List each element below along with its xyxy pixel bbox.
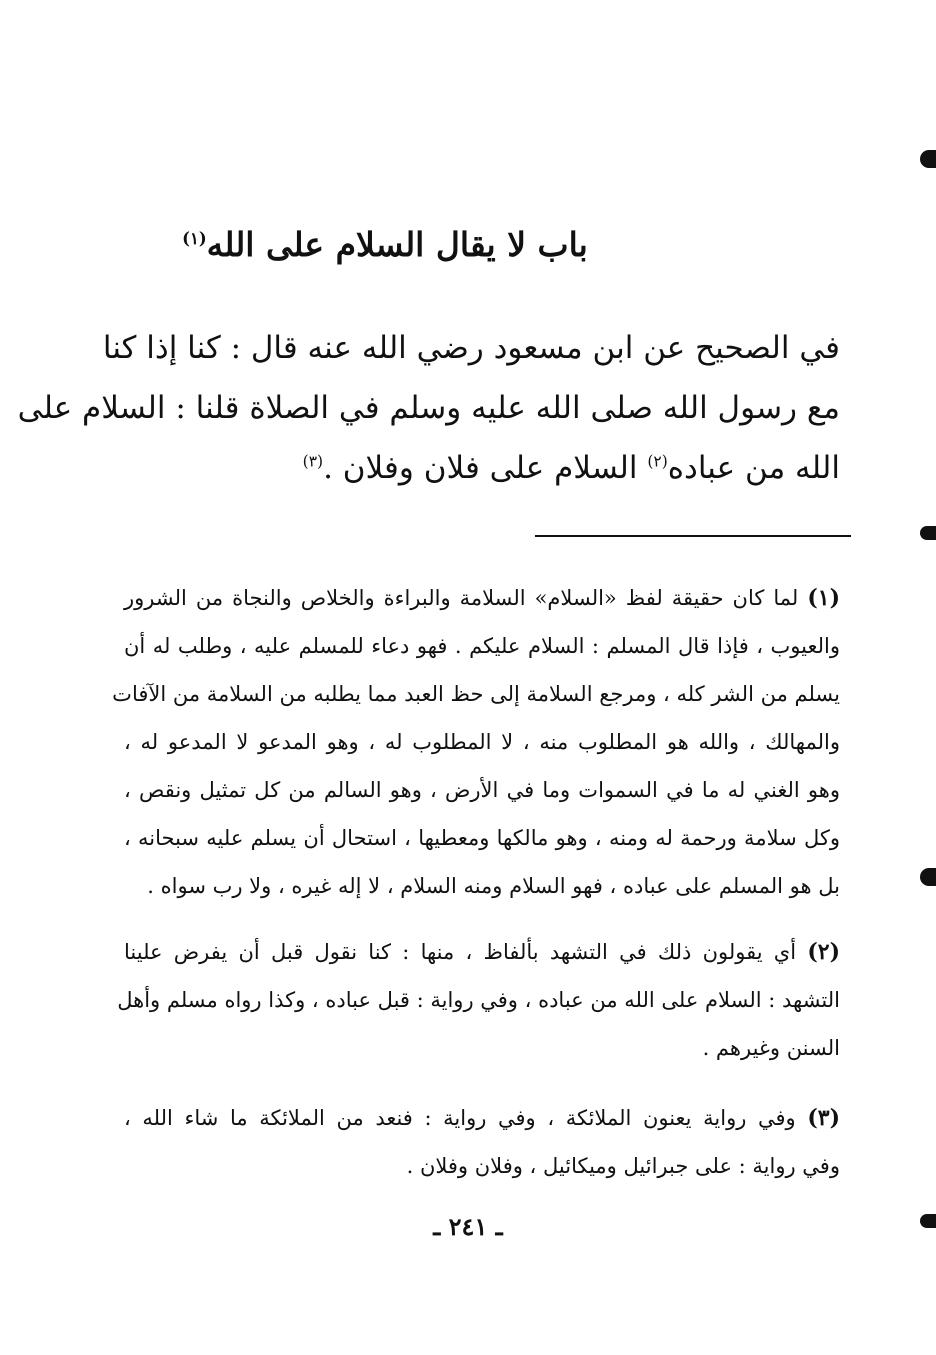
footnote-3-line-1-text: وفي رواية يعنون الملائكة ، وفي رواية : فنعد من الملائكة ما شاء الله ، bbox=[124, 1106, 796, 1130]
footnote-1-number: (١) bbox=[807, 585, 840, 611]
page-number: ـ ٢٤١ ـ bbox=[433, 1212, 503, 1241]
footnote-1-line-4: والمهالك ، والله هو المطلوب منه ، لا المطلوب له ، وهو المدعو لا المدعو له ، bbox=[124, 730, 840, 754]
scan-edge-mark bbox=[920, 868, 936, 886]
chapter-title-text: باب لا يقال السلام على الله bbox=[206, 225, 588, 264]
footnote-1-line-3: يسلم من الشر كله ، ومرجع السلامة إلى حظ العبد مما يطلبه من السلامة من الآفات bbox=[112, 682, 840, 706]
hadith-line-3-part-a: الله من عباده bbox=[667, 450, 840, 486]
footnote-2-line-2: التشهد : السلام على الله من عباده ، وفي رواية : قبل عباده ، وكذا رواه مسلم وأهل bbox=[117, 988, 840, 1012]
footnote-1-line-6: وكل سلامة ورحمة له ومنه ، وهو مالكها ومعطيها ، استحال أن يسلم عليه سبحانه ، bbox=[124, 826, 840, 850]
footnote-2-line-1-text: أي يقولون ذلك في التشهد بألفاظ ، منها : كنا نقول قبل أن يفرض علينا bbox=[124, 940, 797, 964]
footnote-1-line-5: وهو الغني له ما في السموات وما في الأرض ، وهو السالم من كل تمثيل ونقص ، bbox=[124, 778, 840, 802]
footnote-separator bbox=[535, 535, 851, 537]
scan-edge-mark bbox=[920, 150, 936, 168]
footnote-2 bbox=[117, 928, 840, 1072]
note-ref-2: (٢) bbox=[647, 452, 668, 471]
footnote-3-number: (٣) bbox=[807, 1105, 840, 1131]
hadith-line-2: مع رسول الله صلى الله عليه وسلم في الصلاة قلنا : السلام على bbox=[17, 390, 840, 426]
chapter-title bbox=[120, 222, 650, 268]
footnote-1-line-2: والعيوب ، فإذا قال المسلم : السلام عليكم . فهو دعاء للمسلم عليه ، وطلب له أن bbox=[124, 634, 840, 658]
note-ref-3: (٣) bbox=[302, 452, 324, 471]
footnote-3-line-2: وفي رواية : على جبرائيل وميكائيل ، وفلان وفلان . bbox=[406, 1154, 840, 1178]
footnote-2-line-3: السنن وغيرهم . bbox=[702, 1036, 840, 1060]
footnote-1-line-1 bbox=[124, 574, 840, 622]
scan-edge-mark bbox=[920, 526, 936, 540]
footnote-1-line-1-text: لما كان حقيقة لفظ «السلام» السلامة والبراءة والخلاص والنجاة من الشرور bbox=[124, 586, 799, 610]
footnote-1-line-7: بل هو المسلم على عباده ، فهو السلام ومنه السلام ، لا إله غيره ، ولا رب سواه . bbox=[147, 874, 840, 898]
footnote-2-number: (٢) bbox=[807, 939, 840, 965]
footnote-3-line-1 bbox=[124, 1094, 840, 1142]
hadith-line-3 bbox=[122, 438, 840, 498]
hadith-line-1: في الصحيح عن ابن مسعود رضي الله عنه قال : كنا إذا كنا bbox=[102, 330, 840, 366]
hadith-text bbox=[17, 318, 840, 498]
chapter-title-note-ref: (١) bbox=[182, 229, 207, 248]
hadith-line-3-part-b: السلام على فلان وفلان . bbox=[323, 450, 638, 486]
footnote-2-line-1 bbox=[124, 928, 840, 976]
footnote-1 bbox=[112, 574, 840, 910]
scan-edge-mark bbox=[920, 1214, 936, 1228]
footnote-3 bbox=[124, 1094, 840, 1190]
